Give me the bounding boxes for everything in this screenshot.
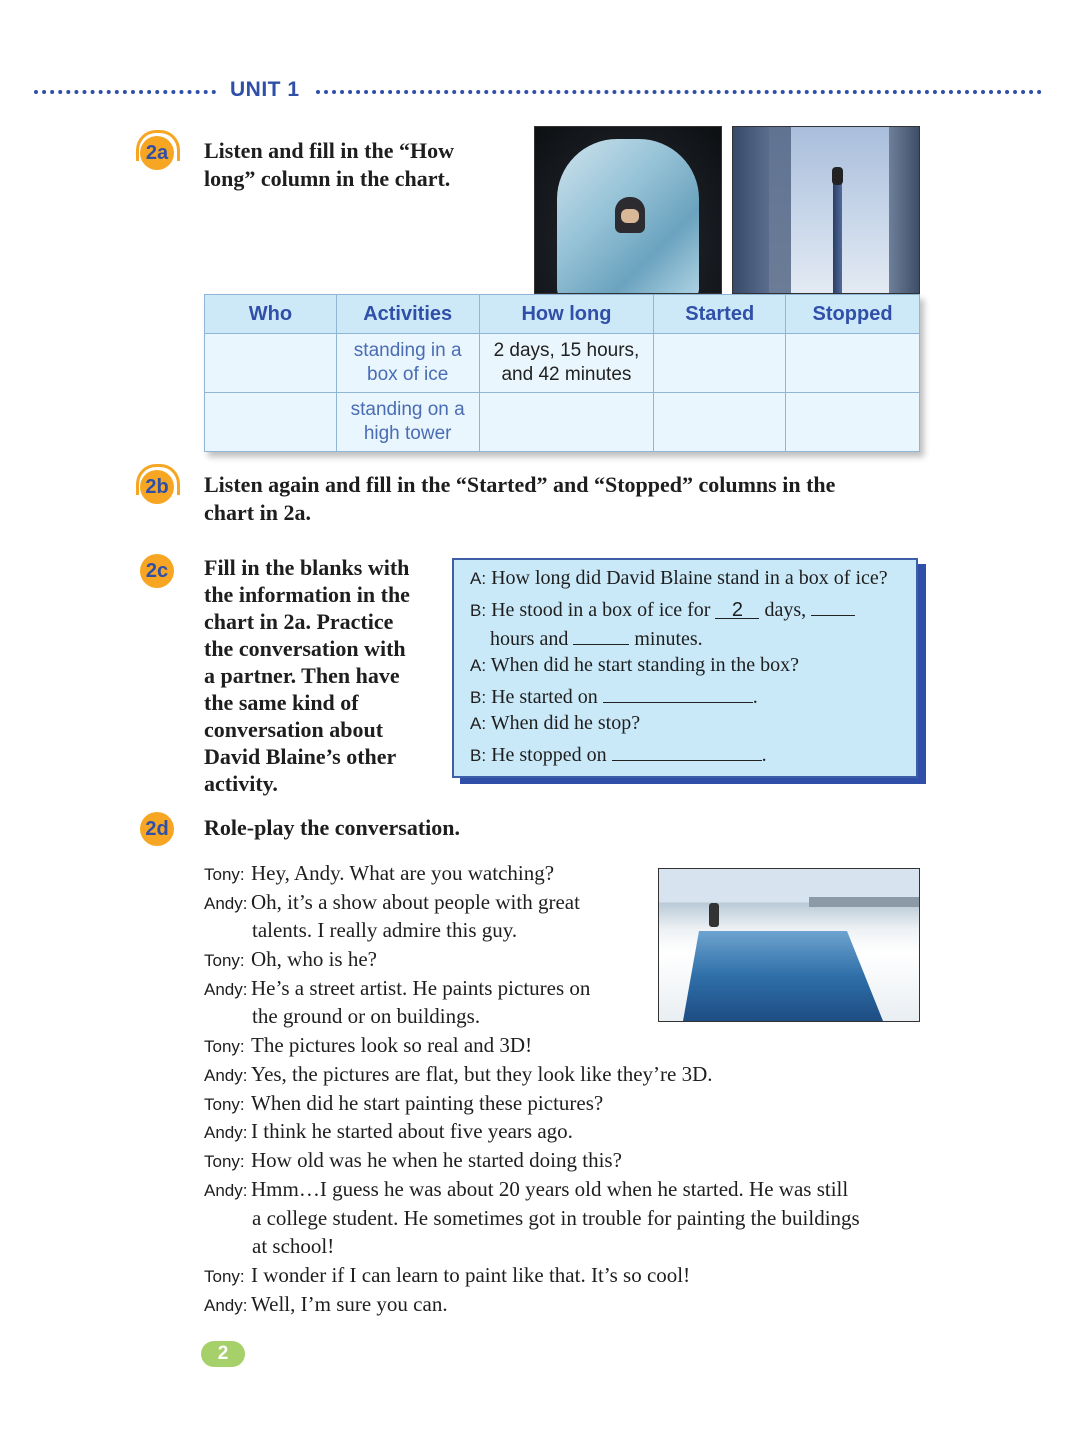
- dialogue-speaker: Andy:: [204, 1123, 248, 1142]
- cell-how-long-line: 2 days, 15 hours,: [493, 340, 640, 361]
- blank-minutes[interactable]: [573, 622, 629, 645]
- cell-activity: [336, 393, 479, 452]
- man-face-shape: [621, 209, 639, 223]
- cell-how-long[interactable]: [479, 334, 654, 393]
- person-figure: [709, 903, 719, 927]
- col-header-how-long: How long: [479, 295, 654, 334]
- dialogue-text: Hmm…I guess he was about 20 years old when he started. He was still: [251, 1177, 849, 1201]
- col-header-activities: Activities: [336, 295, 479, 334]
- conv-line: [470, 709, 640, 738]
- building-left-shape: [733, 127, 769, 293]
- painted-hole-shape: [683, 931, 883, 1021]
- instruction-2b-line: Listen again and fill in the “Started” and “Stopped” columns in the: [204, 472, 836, 497]
- instruction-2a-line: Listen and fill in the “How: [204, 138, 454, 163]
- conv-line: [470, 738, 767, 770]
- cell-started[interactable]: [654, 393, 786, 452]
- dialogue-line: a college student. He sometimes got in trouble for painting the buildings: [252, 1206, 860, 1230]
- dialogue-line: [204, 1146, 622, 1177]
- page-number: 2: [201, 1341, 245, 1367]
- header-dotted-rule-left: [34, 90, 216, 94]
- dialogue-speaker: Andy:: [204, 894, 248, 913]
- dialogue-line: [204, 1031, 532, 1062]
- dialogue-line: [204, 1089, 603, 1120]
- dialogue-line: the ground or on buildings.: [252, 1004, 481, 1028]
- dialogue-speaker: Andy:: [204, 1296, 248, 1315]
- conversation-box-2c: [452, 558, 918, 778]
- conv-speaker: B:: [470, 601, 487, 620]
- cell-activity-line: high tower: [363, 423, 452, 444]
- dialogue-speaker: Tony:: [204, 1152, 245, 1171]
- instruction-2c-line: conversation about: [204, 717, 384, 742]
- dialogue-speaker: Tony:: [204, 1267, 245, 1286]
- cell-activity-line: standing in a: [353, 340, 462, 361]
- conv-text: He started on: [491, 686, 598, 708]
- blank-start-date[interactable]: [603, 680, 753, 703]
- cell-who[interactable]: [205, 334, 337, 393]
- conv-text: minutes.: [634, 628, 703, 650]
- dialogue-speaker: Andy:: [204, 1181, 248, 1200]
- cell-how-long-line: and 42 minutes: [501, 364, 632, 385]
- badge-2c: 2c: [140, 554, 174, 588]
- conv-speaker: B:: [470, 746, 487, 765]
- conv-text: When did he start standing in the box?: [490, 654, 799, 676]
- dialogue-text: Hey, Andy. What are you watching?: [251, 861, 555, 885]
- header-dotted-rule-right: [316, 90, 1042, 94]
- instruction-2c-line: Fill in the blanks with: [204, 555, 410, 580]
- photo-high-tower: [732, 126, 920, 294]
- dialogue-text: When did he start painting these pictures?: [251, 1091, 604, 1115]
- conv-text: days,: [764, 599, 807, 621]
- conv-speaker: B:: [470, 688, 487, 707]
- dialogue-line: [204, 859, 554, 890]
- cell-activity-line: standing on a: [350, 399, 465, 420]
- dialogue-speaker: Tony:: [204, 865, 245, 884]
- instruction-2a-line: long” column in the chart.: [204, 166, 451, 191]
- conv-period: .: [752, 686, 758, 708]
- cell-activity: [336, 334, 479, 393]
- dialogue-line: [204, 1117, 573, 1148]
- chart-table: [204, 294, 920, 452]
- dialogue-text: How old was he when he started doing this?: [251, 1148, 622, 1172]
- table-row: [205, 393, 920, 452]
- building-mid-shape: [769, 127, 791, 293]
- dialogue-line: [204, 1060, 713, 1091]
- col-header-who: Who: [205, 295, 337, 334]
- badge-2a-headphones-icon: 2a: [140, 136, 174, 170]
- conv-speaker: A:: [470, 714, 487, 733]
- dialogue-speaker: Andy:: [204, 980, 248, 999]
- instruction-2c-line: the conversation with: [204, 636, 406, 661]
- conv-period: .: [761, 744, 767, 766]
- cell-stopped[interactable]: [786, 393, 920, 452]
- conv-text: When did he stop?: [490, 712, 641, 734]
- cell-stopped[interactable]: [786, 334, 920, 393]
- conv-line: [490, 622, 703, 654]
- col-header-stopped: Stopped: [786, 295, 920, 334]
- dialogue-text: Yes, the pictures are flat, but they look like they’re 3D.: [251, 1062, 713, 1086]
- conv-text: How long did David Blaine stand in a box of ice?: [491, 567, 888, 589]
- dialogue-line: [204, 974, 590, 1005]
- unit-label: UNIT 1: [230, 78, 300, 101]
- badge-2b-headphones-icon: 2b: [140, 470, 174, 504]
- instruction-2c-line: activity.: [204, 771, 278, 796]
- badge-2d: 2d: [140, 812, 174, 846]
- conv-line: [470, 564, 888, 593]
- instruction-2c-line: the information in the: [204, 582, 410, 607]
- table-header-row: [205, 295, 920, 334]
- conv-line: [470, 593, 855, 625]
- dialogue-speaker: Tony:: [204, 1037, 245, 1056]
- conv-speaker: A:: [470, 569, 487, 588]
- dialogue-text: He’s a street artist. He paints pictures on: [251, 976, 591, 1000]
- conv-line: [470, 680, 758, 712]
- conv-text: He stopped on: [491, 744, 607, 766]
- dialogue-text: Oh, it’s a show about people with great: [251, 890, 580, 914]
- blank-days[interactable]: 2: [715, 596, 759, 619]
- conv-speaker: A:: [470, 656, 487, 675]
- cell-how-long[interactable]: [479, 393, 654, 452]
- cell-started[interactable]: [654, 334, 786, 393]
- conv-line: [470, 651, 799, 680]
- instruction-2c-line: the same kind of: [204, 690, 359, 715]
- photo-ice-block: [534, 126, 722, 294]
- dialogue-text: I think he started about five years ago.: [251, 1119, 573, 1143]
- instruction-2c: [204, 554, 410, 797]
- dialogue-text: Well, I’m sure you can.: [251, 1292, 448, 1316]
- dialogue-speaker: Andy:: [204, 1066, 248, 1085]
- instruction-2b-line: chart in 2a.: [204, 500, 311, 525]
- dialogue-line: [204, 1261, 690, 1292]
- dialogue-speaker: Tony:: [204, 951, 245, 970]
- conv-text: hours and: [490, 628, 569, 650]
- cell-activity-line: box of ice: [367, 364, 449, 385]
- blank-stop-date[interactable]: [612, 738, 762, 761]
- col-header-started: Started: [654, 295, 786, 334]
- instruction-2d: Role-play the conversation.: [204, 815, 461, 840]
- instruction-2c-line: a partner. Then have: [204, 663, 400, 688]
- dialogue-line: [204, 945, 377, 976]
- dialogue-text: I wonder if I can learn to paint like that. It’s so cool!: [251, 1263, 691, 1287]
- table-row: [205, 334, 920, 393]
- cell-who[interactable]: [205, 393, 337, 452]
- instruction-2a: [204, 137, 454, 193]
- conv-text: He stood in a box of ice for: [491, 599, 711, 621]
- dialogue-line: [204, 1290, 448, 1321]
- man-on-tower-figure: [832, 167, 843, 185]
- dialogue-speaker: Tony:: [204, 1095, 245, 1114]
- photo-3d-street-art: [658, 868, 920, 1022]
- dialogue-line: talents. I really admire this guy.: [252, 918, 518, 942]
- pier-shape: [809, 897, 919, 907]
- blank-hours[interactable]: [811, 593, 855, 616]
- tower-pole-shape: [833, 183, 842, 294]
- dialogue-line: [204, 1175, 848, 1206]
- dialogue-line: at school!: [252, 1234, 335, 1258]
- dialogue-text: The pictures look so real and 3D!: [251, 1033, 533, 1057]
- instruction-2b: [204, 471, 835, 527]
- building-right-shape: [889, 127, 919, 293]
- instruction-2c-line: David Blaine’s other: [204, 744, 397, 769]
- instruction-2c-line: chart in 2a. Practice: [204, 609, 394, 634]
- dialogue-text: Oh, who is he?: [251, 947, 377, 971]
- dialogue-line: [204, 888, 580, 919]
